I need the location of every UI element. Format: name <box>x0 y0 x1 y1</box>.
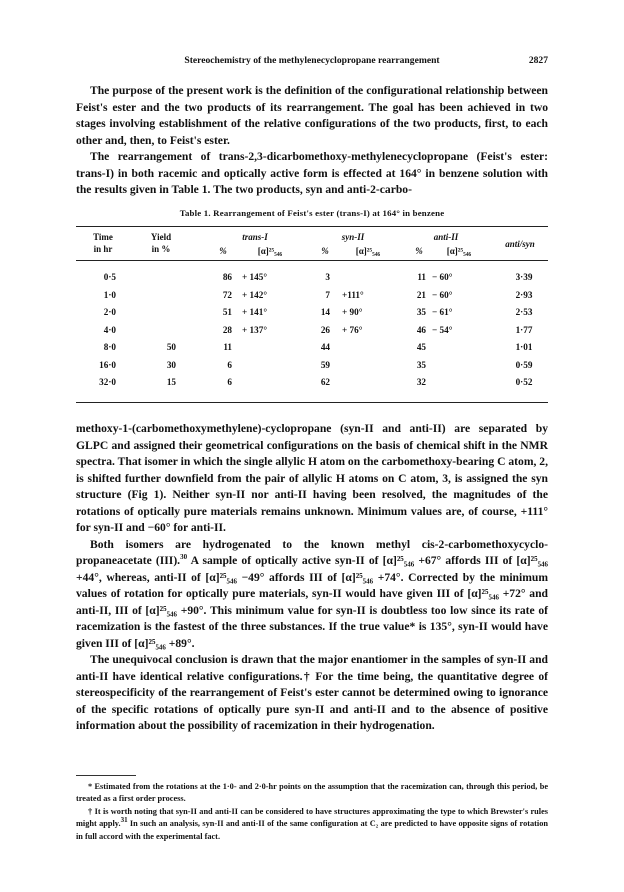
footnote-brewster-a: † It is worth noting that syn-II and anti-II can be considered to have structures approximating the type to which Brewster's rules might apply. <box>76 806 548 829</box>
table-top-rule <box>76 226 548 227</box>
cell-trans-pct: 51 <box>222 307 232 317</box>
paragraph-purpose: The purpose of the present work is the definition of the configurational relationship between Feist's ester and the two products of its rearrangement. The goal has been achieved in two stages involving establishment of the relative configurations of the two products, first, to each other and, then, to Feist's ester. <box>76 84 548 147</box>
cell-yield: 50 <box>166 342 176 352</box>
cell-syn-pct: 3 <box>325 272 330 282</box>
main-block <box>76 421 548 735</box>
paragraph-products: methoxy-1-(carbomethoxymethylene)-cyclopropane (syn-II and anti-II) are separated by GLPC and assigned their geometrical configurations on the basis of chemical shift in the NMR spectra. That isomer in which the single allylic H atom on the carbomethoxy-bearing C atom, 2, is shifted further downfield from the pair of allylic H atoms on C atom, 3, is assigned the syn structure (Fig 1). Neither syn-II nor anti-II having been resolved, the magnitudes of the rotations of optically pure materials remains unknown. Minimum values are, of course, +111° for syn-II and −60° for anti-II. <box>76 422 548 534</box>
cell-ratio: 0·59 <box>515 359 533 370</box>
hydrogenation-text-a: Both isomers are hydrogenated to the known methyl cis-2-carbomethoxycyclo-propaneacetate (III). <box>76 537 548 567</box>
col-header-syn-rot: [α]²⁵₅₄₆ <box>355 246 381 256</box>
cell-anti-pct: 32 <box>416 377 426 387</box>
reference-31: 31 <box>120 816 128 825</box>
running-head <box>76 55 548 69</box>
cell-time: 2·0 <box>103 307 116 317</box>
cell-anti-pct: 45 <box>416 342 426 352</box>
cell-syn-pct: 59 <box>320 359 330 370</box>
data-table <box>76 226 548 406</box>
cell-time: 8·0 <box>103 342 116 352</box>
col-header-yield: Yield <box>150 232 172 242</box>
cell-anti-pct: 35 <box>416 307 426 317</box>
col-header-time: Time <box>93 232 113 242</box>
cell-anti-pct: 46 <box>416 324 426 335</box>
cell-syn-rot: + 90° <box>342 307 363 317</box>
footnote-brewster <box>76 806 548 843</box>
col-header-syn-pct: % <box>321 246 329 256</box>
cell-yield: 15 <box>166 377 176 387</box>
col-header-anti-pct: % <box>415 246 423 256</box>
cell-trans-rot: + 145° <box>242 272 267 282</box>
cell-time: 4·0 <box>103 324 116 335</box>
cell-trans-pct: 72 <box>222 289 232 300</box>
cell-syn-pct: 14 <box>320 307 330 317</box>
cell-anti-rot: − 60° <box>432 272 453 282</box>
cell-ratio: 0·52 <box>515 377 533 387</box>
cell-yield: 30 <box>166 359 176 370</box>
cell-syn-pct: 7 <box>325 289 330 300</box>
cell-time: 16·0 <box>99 359 116 370</box>
cell-time: 32·0 <box>99 377 116 387</box>
col-header-trans-rot: [α]²⁵₅₄₆ <box>257 246 283 256</box>
cell-anti-pct: 11 <box>417 272 426 282</box>
col-header-ratio: anti/syn <box>505 239 535 249</box>
cell-time: 1·0 <box>103 289 116 300</box>
cell-syn-pct: 62 <box>320 377 330 387</box>
cell-ratio: 1·01 <box>515 342 533 352</box>
footnote-brewster-b: In such an analysis, syn-II and anti-II of the same configuration at C₂ are predicted to have opposite signs of rotation in full accord with the experimental fact. <box>76 819 548 841</box>
cell-trans-rot: + 142° <box>242 289 267 300</box>
intro-block <box>76 83 548 199</box>
cell-syn-pct: 26 <box>320 324 330 335</box>
cell-anti-rot: − 54° <box>432 324 453 335</box>
cell-ratio: 2·53 <box>515 307 533 317</box>
cell-anti-rot: − 60° <box>432 289 453 300</box>
cell-trans-pct: 6 <box>227 359 232 370</box>
cell-anti-rot: − 61° <box>432 307 453 317</box>
col-header-time-unit: in hr <box>93 244 113 254</box>
cell-anti-pct: 21 <box>416 289 426 300</box>
running-title: Stereochemistry of the methylenecyclopropane rearrangement <box>184 55 440 66</box>
cell-time: 0·5 <box>103 272 116 282</box>
cell-trans-pct: 28 <box>222 324 232 335</box>
cell-ratio: 2·93 <box>515 289 533 300</box>
col-header-trans-pct: % <box>219 246 227 256</box>
footnotes <box>76 781 548 843</box>
col-header-yield-unit: in % <box>151 244 171 254</box>
cell-trans-rot: + 141° <box>242 307 267 317</box>
cell-trans-pct: 11 <box>223 342 232 352</box>
cell-ratio: 3·39 <box>515 272 533 282</box>
footnote-estimated: * Estimated from the rotations at the 1·0- and 2·0-hr points on the assumption that the racemization can, through this period, be treated as a first order process. <box>76 782 548 804</box>
table-header-rule <box>76 260 548 261</box>
paragraph-conclusion: The unequivocal conclusion is drawn that the major enantiomer in the samples of syn-II and anti-II have identical relative configurations.† For the time being, the quantitative degree of stereospecificity of the rearrangement of Feist's ester cannot be determined owing to ignorance of the specific rotations of optically pure syn-II and anti-II and to the absence of positive information about the possibility of racemization in their hydrogenation. <box>76 653 548 732</box>
table-caption: Table 1. Rearrangement of Feist's ester (trans-I) at 164° in benzene <box>179 208 445 218</box>
paragraph-hydrogenation <box>76 537 548 653</box>
cell-syn-rot: + 76° <box>342 324 363 335</box>
footnote-rule <box>76 775 136 776</box>
cell-syn-rot: +111° <box>342 289 364 300</box>
cell-trans-pct: 86 <box>222 272 232 282</box>
cell-trans-rot: + 137° <box>242 324 267 335</box>
cell-anti-pct: 35 <box>416 359 426 370</box>
group-header-trans: trans-I <box>242 232 268 242</box>
hydrogenation-text-b: A sample of optically active syn-II of [α]²⁵₅₄₆ +67° affords III of [α]²⁵₅₄₆ +44°, whereas, anti-II of [α]²⁵₅₄₆ −49° affords III of [α]²⁵₅₄₆ +74°. Corrected by the minimum values of rotation for optically pure materials, syn-II would have given III of [α]²⁵₅₄₆ +72° and anti-II, III of [α]²⁵₅₄₆ +90°. This minimum value for syn-II is doubtless too low since its rate of racemization is the fastest of the three substances. If the true value* is 135°, syn-II would have given III of [α]²⁵₅₄₆ +89°. <box>76 554 548 650</box>
group-header-anti: anti-II <box>433 232 459 242</box>
reference-30: 30 <box>180 553 188 562</box>
paragraph-rearrangement: The rearrangement of trans-2,3-dicarbomethoxy-methylenecyclopropane (Feist's ester: trans-I) in both racemic and optically active form is effected at 164° in benzene solution with the results given in Table 1. The two products, syn and anti-2-carbo- <box>76 150 548 196</box>
page-number: 2827 <box>528 55 548 66</box>
cell-ratio: 1·77 <box>515 324 533 335</box>
group-header-syn: syn-II <box>341 232 365 242</box>
table-bottom-rule <box>76 402 548 403</box>
cell-syn-pct: 44 <box>320 342 330 352</box>
cell-trans-pct: 6 <box>227 377 232 387</box>
col-header-anti-rot: [α]²⁵₅₄₆ <box>446 246 472 256</box>
